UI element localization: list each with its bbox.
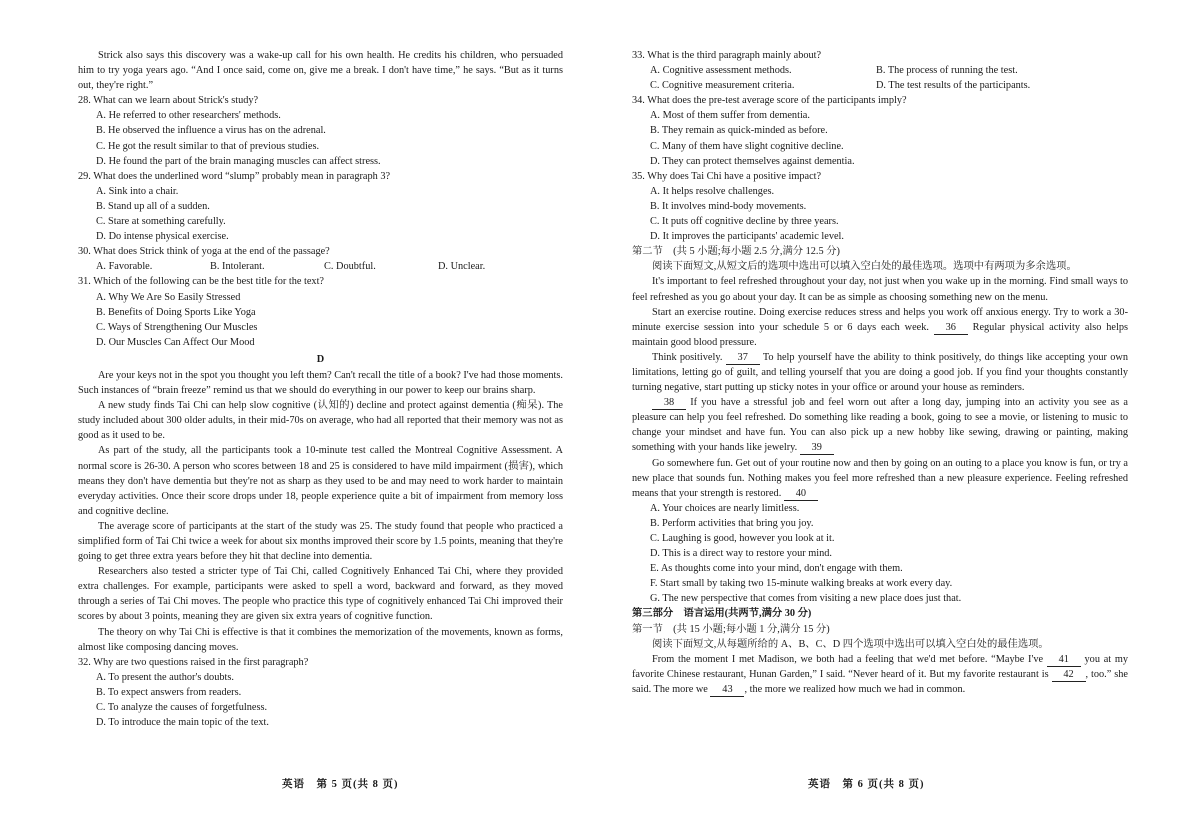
cloze-option-g: G. The new perspective that comes from visiting a new place does just that. — [650, 593, 962, 605]
q35-option-d: D. It improves the participants' academic level. — [650, 231, 844, 243]
q29-option-b: B. Stand up all of a sudden. — [96, 200, 210, 212]
passage-d-paragraph: A new study finds Tai Chi can help slow cognitive (认知的) decline and protect against dementia (痴呆). The study included about 300 older adults, in their mid-70s on average, who had all reported that their memory was not as good as it used to be. — [78, 400, 563, 442]
cloze-paragraph-5 — [632, 456, 1128, 501]
q35-option-c: C. It puts off cognitive decline by three years. — [650, 216, 839, 228]
section-1-instructions: 阅读下面短文,从每题所给的 A、B、C、D 四个选项中选出可以填入空白处的最佳选项。 — [652, 638, 1049, 650]
passage-d-label: D — [316, 353, 325, 365]
section-1-heading: 第一节 (共 15 小题;每小题 1 分,满分 15 分) — [632, 623, 830, 635]
q33-option-b: B. The process of running the test. — [876, 65, 1018, 77]
question-28: 28. What can we learn about Strick's study? — [78, 95, 259, 107]
question-31: 31. Which of the following can be the best title for the text? — [78, 276, 325, 288]
q32-option-d: D. To introduce the main topic of the text. — [96, 717, 269, 729]
q28-option-b: B. He observed the influence a virus has on the adrenal. — [96, 125, 326, 137]
blank-37: 37 — [726, 352, 760, 365]
cloze-paragraph-2 — [632, 305, 1128, 350]
cloze-option-a: A. Your choices are nearly limitless. — [650, 502, 800, 514]
q30-option-c: C. Doubtful. — [324, 261, 376, 273]
q33-option-d: D. The test results of the participants. — [876, 80, 1031, 92]
q31-option-d: D. Our Muscles Can Affect Our Mood — [96, 336, 255, 348]
question-29: 29. What does the underlined word “slump” probably mean in paragraph 3? — [78, 170, 391, 182]
cloze-text: If you have a stressful job and feel worn out after a long day, jumping into an activity you see as a pleasure can help you feel refreshed. Do something like reading a book, going to see a movie, or listening to music to change your mindset and have fun. You can also pick up a new hobby like sewing, drawing or painting, making something with your hands like jewelry. — [632, 397, 1128, 454]
q31-option-b: B. Benefits of Doing Sports Like Yoga — [96, 306, 256, 318]
q33-options-row2 — [650, 78, 1128, 93]
cloze-text: you at my favorite Chinese restaurant, Hunan Garden,” I said. “Never heard of it. But my favorite restaurant is — [632, 653, 1129, 680]
q35-option-a: A. It helps resolve challenges. — [650, 185, 775, 197]
cloze-option-b: B. Perform activities that bring you joy. — [650, 517, 814, 529]
q32-option-c: C. To analyze the causes of forgetfulness. — [96, 702, 268, 714]
passage-d-paragraph: The theory on why Tai Chi is effective is that it combines the memorization of the movements, known as forms, almost like composing dancing moves. — [78, 626, 563, 653]
blank-39: 39 — [800, 442, 834, 455]
page-footer-right: 英语 第 6 页(共 8 页) — [808, 779, 925, 790]
cloze-text: Think positively. — [652, 351, 723, 363]
cloze-text: Start an exercise routine. Doing exercise reduces stress and helps you work off anxious energy. Try to work a 30-minute exercise session into your schedule 5 or 6 days each week. — [632, 306, 1128, 333]
cloze-text: , too.” she said. The more we — [632, 668, 1128, 695]
cloze-paragraph-4 — [632, 395, 1128, 455]
section-2-heading: 第二节 (共 5 小题;每小题 2.5 分,满分 12.5 分) — [632, 246, 840, 258]
cloze-option-f: F. Start small by taking two 15-minute walking breaks at work every day. — [650, 578, 953, 590]
question-34: 34. What does the pre-test average score of the participants imply? — [632, 95, 907, 107]
q34-option-a: A. Most of them suffer from dementia. — [650, 110, 810, 122]
passage-d-paragraph: Are your keys not in the spot you thought you left them? Can't recall the title of a book? I've had those moments. Such instances of “brain freeze” remind us that we should do everything in our power to keep our brains sharp. — [78, 369, 563, 397]
part-3-heading — [632, 606, 1128, 621]
q28-option-c: C. He got the result similar to that of previous studies. — [96, 140, 320, 152]
q32-option-b: B. To expect answers from readers. — [96, 686, 242, 698]
q30-option-b: B. Intolerant. — [210, 261, 265, 273]
q29-option-d: D. Do intense physical exercise. — [96, 231, 229, 243]
cloze-text: Go somewhere fun. Get out of your routine now and then by going on an outing to a place you know is fun, or try a new place that sounds fun. Nothing makes you feel more refreshed than a new pleasure experience. Feeling refreshed means that your strength is restored. — [632, 457, 1128, 499]
page-footer-left: 英语 第 5 页(共 8 页) — [282, 779, 399, 790]
cloze-option-c: C. Laughing is good, however you look at it. — [650, 533, 835, 544]
passage-d-paragraph: Researchers also tested a stricter type of Tai Chi, called Cognitively Enhanced Tai Chi, where they provided extra challenges. For example, participants were asked to spell a word, backward and forward, as they moved through a series of Tai Chi moves. The people who practice this type of cognitively enhanced Tai Chi improved their scores by about 3 points, meaning they are given six extra years of cognitive function. — [78, 566, 563, 623]
left-page — [78, 48, 563, 730]
part-3-title: 第三部分 语言运用(共两节,满分 30 分) — [632, 608, 812, 620]
question-32: 32. Why are two questions raised in the first paragraph? — [78, 656, 309, 668]
q30-option-a: A. Favorable. — [96, 261, 153, 273]
q29-option-c: C. Stare at something carefully. — [96, 216, 226, 228]
cloze2-paragraph-1 — [632, 652, 1128, 697]
q31-option-a: A. Why We Are So Easily Stressed — [96, 291, 241, 303]
cloze-paragraph-3 — [632, 350, 1128, 395]
q30-option-d: D. Unclear. — [438, 261, 486, 273]
blank-41: 41 — [1047, 654, 1081, 667]
section-2-instructions: 阅读下面短文,从短文后的选项中选出可以填入空白处的最佳选项。选项中有两项为多余选项。 — [652, 261, 1077, 273]
q35-option-b: B. It involves mind-body movements. — [650, 200, 807, 212]
blank-38: 38 — [652, 397, 686, 410]
passage-d-paragraph: As part of the study, all the participants took a 10-minute test called the Montreal Cognitive Assessment. A normal score is 26-30. A person who scores between 18 and 25 is considered to have mild impairment (损害), which means they don't have dementia but they're not as sharp as they used to be and may need to work harder to maintain everyday activities. Once their score drops under 18, people experience quite a bit of impairment from memory loss and cognitive decline. — [78, 445, 563, 517]
cloze-option-d: D. This is a direct way to restore your mind. — [650, 548, 832, 560]
q34-option-b: B. They remain as quick-minded as before. — [650, 125, 828, 137]
blank-42: 42 — [1052, 669, 1086, 682]
cloze-text: From the moment I met Madison, we both had a feeling that we'd met before. “Maybe I've — [652, 653, 1044, 665]
cloze-text: To help yourself have the ability to think positively, do things like accepting your own limitations, letting go of guilt, and telling yourself that you are doing a good job. If you find your thoughts constantly turning negative, start putting up sticky notes in your office or around your house as reminders. — [632, 351, 1129, 394]
right-page — [632, 48, 1128, 697]
q32-option-a: A. To present the author's doubts. — [96, 671, 234, 683]
q29-option-a: A. Sink into a chair. — [96, 185, 179, 197]
q28-option-d: D. He found the part of the brain managing muscles can affect stress. — [96, 155, 381, 167]
intro-paragraph: Strick also says this discovery was a wake-up call for his own health. He credits his children, who persuaded him to try yoga years ago. “And I once said, come on, give me a break. I don't have time,” he says. “But as it turns out, they're right.” — [78, 50, 563, 92]
q28-option-a: A. He referred to other researchers' methods. — [96, 110, 281, 122]
q34-option-c: C. Many of them have slight cognitive decline. — [650, 140, 844, 152]
q30-options — [96, 259, 563, 274]
passage-d-paragraph: The average score of participants at the start of the study was 25. The study found that people who practiced a simplified form of Tai Chi twice a week for about six months improved their score by 1.5 points, meaning that they're going to get three extra years before they hit that decline into dementia. — [78, 520, 563, 563]
blank-40: 40 — [784, 488, 818, 501]
q31-option-c: C. Ways of Strengthening Our Muscles — [96, 321, 258, 333]
question-33: 33. What is the third paragraph mainly about? — [632, 50, 822, 61]
cloze-text: Regular physical activity also helps maintain good blood pressure. — [632, 321, 1128, 348]
cloze-text: , the more we realized how much we had in common. — [744, 683, 966, 695]
q33-option-c: C. Cognitive measurement criteria. — [650, 80, 795, 92]
q34-option-d: D. They can protect themselves against dementia. — [650, 155, 855, 167]
cloze-paragraph-1: It's important to feel refreshed throughout your day, not just when you wake up in the morning. Find small ways to feel refreshed as you go about your day. It can be as simple as choosing something new on the menu. — [632, 276, 1128, 303]
blank-36: 36 — [934, 322, 968, 335]
q33-options-row1 — [650, 63, 1128, 78]
question-30: 30. What does Strick think of yoga at the end of the passage? — [78, 246, 330, 258]
question-35: 35. Why does Tai Chi have a positive impact? — [632, 170, 822, 182]
cloze-option-e: E. As thoughts come into your mind, don't engage with them. — [650, 563, 903, 575]
blank-43: 43 — [710, 684, 744, 697]
q33-option-a: A. Cognitive assessment methods. — [650, 65, 792, 77]
